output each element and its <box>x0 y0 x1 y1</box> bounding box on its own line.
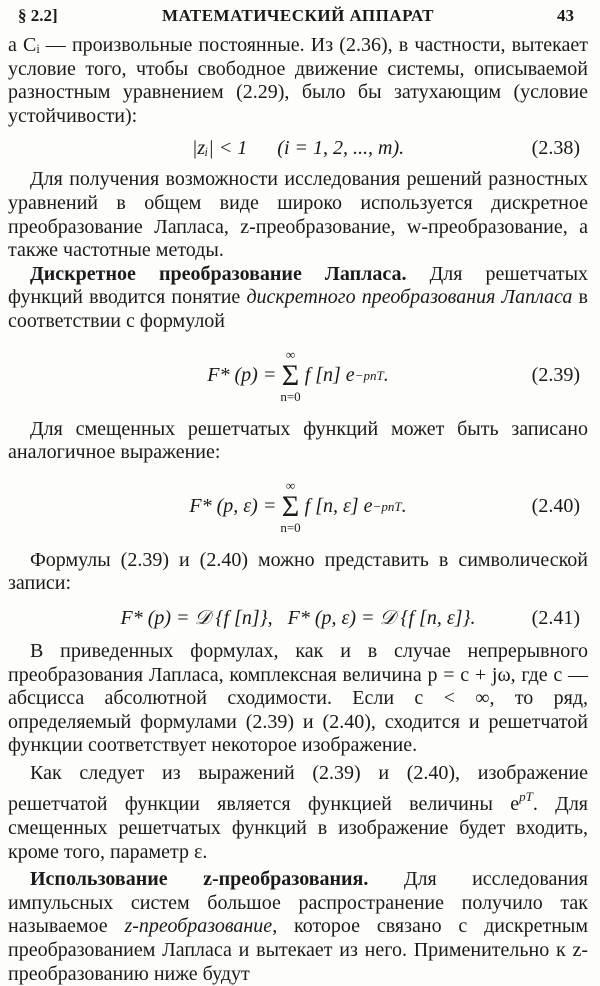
page-number: 43 <box>557 6 574 25</box>
equation-2-38-label: (2.38) <box>531 137 580 160</box>
equation-2-41-body: F* (p) = 𝒟 {f [n]}, F* (p, ε) = 𝒟 {f [n, ε]}. <box>120 606 476 629</box>
paragraph-symbolic-notation: Формулы (2.39) и (2.40) можно представить в символической записи: <box>8 548 588 595</box>
equation-2-40-label: (2.40) <box>531 494 580 517</box>
text-span: , которое связано с дискретным преобразованием Лапласа и вытекает из него. Применительно к z-преобразованию ниже будут <box>8 915 588 985</box>
paragraph-z-transform <box>8 868 588 986</box>
equation-2-41 <box>8 596 588 640</box>
equation-2-39-label: (2.39) <box>531 363 580 386</box>
paragraph-image-function <box>8 762 588 864</box>
exponent: −pnT <box>354 367 384 383</box>
text-span: Для решетчатых функций вводится понятие <box>8 262 588 309</box>
text-span: в соответствии с формулой <box>8 286 588 332</box>
equation-2-41-label: (2.41) <box>531 606 580 629</box>
text-span: . Для смещенных решетчатых функций в изображение будет входить, кроме того, параметр ε. <box>8 793 589 863</box>
sum-lower-limit: n=0 <box>280 388 301 404</box>
equation-end: . <box>401 495 407 518</box>
paragraph-shifted-functions: Для смещенных решетчатых функций может быть записано аналогичное выражение: <box>8 417 588 464</box>
exponent: pT <box>519 789 533 805</box>
equation-rhs: f [n, ε] e <box>304 495 373 518</box>
equation-2-38 <box>8 128 588 168</box>
sum-lower-limit: n=0 <box>280 519 301 535</box>
sum-upper-limit: ∞ <box>285 477 296 493</box>
equation-2-39 <box>8 334 588 418</box>
exponent: −pnT <box>372 498 402 514</box>
equation-rhs: f [n] e <box>304 364 355 387</box>
paragraph-methods-overview: Для получения возможности исследования решений разностных уравнений в общем виде широко используется дискретное преобразование Лапласа, z-преобразование, w-преобразование, а также частотные методы. <box>8 168 588 262</box>
term-discrete-laplace: дискретного преобразования Лапласа <box>246 286 573 309</box>
paragraph-stability-condition: а Cᵢ — произвольные постоянные. Из (2.36), в частности, вытекает условие того, чтобы свободное движение системы, описываемой разностным уравнением (2.29), было бы затухающим (условие устойчивости): <box>8 34 588 127</box>
equation-lhs: F* (p) = <box>207 364 277 387</box>
sum-upper-limit: ∞ <box>285 346 296 362</box>
text-span: Как следует из выражений (2.39) и (2.40), изображение решетчатой функции является функцией величины e <box>8 761 588 816</box>
summation-symbol <box>280 348 300 404</box>
heading-discrete-laplace: Дискретное преобразование Лапласа. <box>30 262 407 285</box>
text-span: Для исследования импульсных систем большое распространение получило так называемое <box>8 868 588 938</box>
paragraph-laplace-definition <box>8 263 588 334</box>
header-title: МАТЕМАТИЧЕСКИЙ АППАРАТ <box>162 6 434 25</box>
sigma-glyph: Σ <box>281 358 300 392</box>
equation-lhs: F* (p, ε) = <box>189 495 277 518</box>
paragraph-convergence: В приведенных формулах, как и в случае непрерывного преобразования Лапласа, комплексная величина p = c + jω, где c — абсцисса абсолютной сходимости. Если c < ∞, то ряд, определяемый формулами (2.39) и (2.40), сходится и решетчатой функции соответствует некоторое изображение. <box>8 639 588 757</box>
equation-2-40 <box>8 465 588 549</box>
equation-2-38-body: |zᵢ| < 1 (i = 1, 2, ..., m). <box>191 137 405 160</box>
equation-end: . <box>383 364 389 387</box>
sigma-glyph: Σ <box>281 489 300 523</box>
term-z-transform: z-преобразование <box>124 915 273 938</box>
section-reference: § 2.2] <box>18 6 58 25</box>
summation-symbol <box>280 479 300 535</box>
running-header <box>8 0 588 34</box>
heading-z-transform: Использование z-преобразования. <box>30 868 369 891</box>
